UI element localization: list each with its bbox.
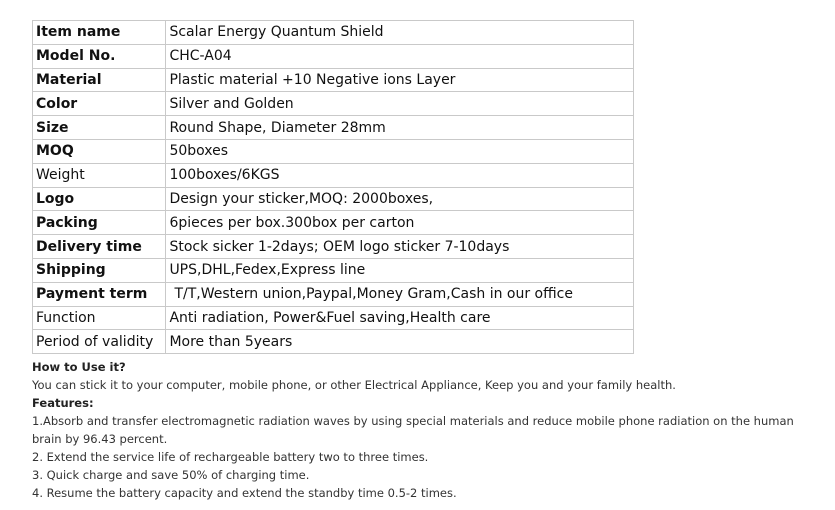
feature-item: 1.Absorb and transfer electromagnetic radiation waves by using special materials and reduce mobile phone radiation on the human brain by 96.43 percent. (32, 414, 794, 446)
table-row (33, 21, 634, 45)
table-row (33, 92, 634, 116)
spec-value: Round Shape, Diameter 28mm (166, 116, 634, 140)
spec-label: Shipping (33, 258, 166, 282)
spec-label: Item name (33, 21, 166, 45)
table-row (33, 258, 634, 282)
table-row (33, 116, 634, 140)
spec-value: Stock sicker 1-2days; OEM logo sticker 7-10days (166, 235, 634, 259)
spec-value: More than 5years (166, 330, 634, 354)
table-row (33, 211, 634, 235)
spec-label: MOQ (33, 139, 166, 163)
table-row (33, 68, 634, 92)
how-to-use-text: You can stick it to your computer, mobile phone, or other Electrical Appliance, Keep you and your family health. (32, 378, 676, 392)
spec-label: Delivery time (33, 235, 166, 259)
table-row (33, 235, 634, 259)
spec-value: Scalar Energy Quantum Shield (166, 21, 634, 45)
spec-value: Anti radiation, Power&Fuel saving,Health care (166, 306, 634, 330)
spec-value: Plastic material +10 Negative ions Layer (166, 68, 634, 92)
table-row (33, 44, 634, 68)
feature-item: 2. Extend the service life of rechargeable battery two to three times. (32, 450, 429, 464)
how-to-use-heading: How to Use it? (32, 360, 126, 374)
spec-value: 6pieces per box.300box per carton (166, 211, 634, 235)
table-row (33, 306, 634, 330)
table-row (33, 187, 634, 211)
spec-value: T/T,Western union,Paypal,Money Gram,Cash in our office (166, 282, 634, 306)
table-row (33, 330, 634, 354)
spec-label: Logo (33, 187, 166, 211)
feature-item: 4. Resume the battery capacity and extend the standby time 0.5-2 times. (32, 486, 457, 500)
spec-label: Payment term (33, 282, 166, 306)
spec-label: Period of validity (33, 330, 166, 354)
spec-value: CHC-A04 (166, 44, 634, 68)
table-row (33, 163, 634, 187)
spec-value: 50boxes (166, 139, 634, 163)
spec-value: 100boxes/6KGS (166, 163, 634, 187)
table-row (33, 282, 634, 306)
spec-table (32, 20, 634, 354)
feature-item: 3. Quick charge and save 50% of charging time. (32, 468, 310, 482)
spec-label: Color (33, 92, 166, 116)
spec-label: Size (33, 116, 166, 140)
spec-value: Design your sticker,MOQ: 2000boxes, (166, 187, 634, 211)
spec-value: UPS,DHL,Fedex,Express line (166, 258, 634, 282)
spec-label: Material (33, 68, 166, 92)
spec-value: Silver and Golden (166, 92, 634, 116)
spec-label: Packing (33, 211, 166, 235)
spec-label: Model No. (33, 44, 166, 68)
spec-label: Function (33, 306, 166, 330)
table-row (33, 139, 634, 163)
spec-label: Weight (33, 163, 166, 187)
features-heading: Features: (32, 396, 94, 410)
description-section (32, 358, 812, 502)
